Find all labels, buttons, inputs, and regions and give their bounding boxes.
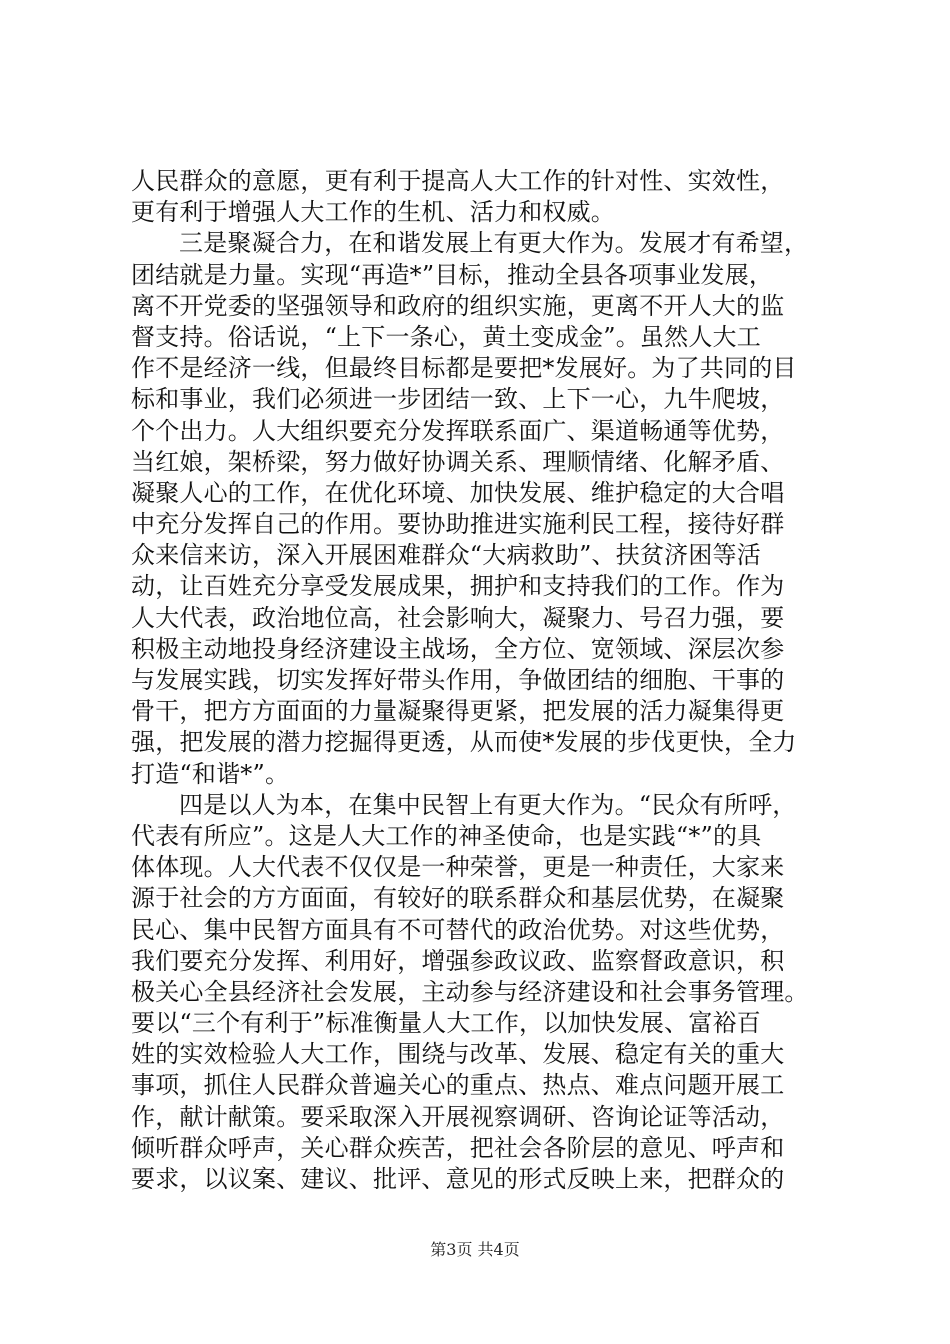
text-line: 离不开党委的坚强领导和政府的组织实施，更离不开人大的监 (131, 291, 785, 320)
text-line: 当红娘，架桥梁，努力做好协调关系、理顺情绪、化解矛盾、 (131, 447, 785, 476)
text-line: 更有利于增强人大工作的生机、活力和权威。 (131, 198, 615, 227)
text-line: 中充分发挥自己的作用。要协助推进实施利民工程，接待好群 (131, 510, 785, 539)
text-line: 人民群众的意愿，更有利于提高人大工作的针对性、实效性， (131, 167, 785, 195)
text-line: 凝聚人心的工作，在优化环境、加快发展、维护稳定的大合唱 (131, 478, 785, 507)
text-line: 姓的实效检验人大工作，围绕与改革、发展、稳定有关的重大 (131, 1040, 785, 1069)
paragraph-start-line: 四是以人为本，在集中民智上有更大作为。“民众有所呼， (179, 790, 797, 819)
text-line: 体体现。人大代表不仅仅是一种荣誉，更是一种责任，大家来 (131, 853, 785, 882)
text-line: 代表有所应”。这是人大工作的神圣使命，也是实践“*”的具 (131, 821, 762, 850)
text-line: 个个出力。人大组织要充分发挥联系面广、渠道畅通等优势， (131, 416, 785, 445)
text-line: 众来信来访，深入开展困难群众“大病救助”、扶贫济困等活 (131, 541, 761, 570)
text-line: 标和事业，我们必须进一步团结一致、上下一心，九牛爬坡， (131, 385, 785, 414)
text-line: 人大代表，政治地位高，社会影响大，凝聚力、号召力强，要 (131, 603, 785, 632)
text-line: 源于社会的方方面面，有较好的联系群众和基层优势，在凝聚 (131, 884, 785, 913)
text-line: 民心、集中民智方面具有不可替代的政治优势。对这些优势， (131, 915, 785, 944)
text-line: 作不是经济一线，但最终目标都是要把*发展好。为了共同的目 (131, 354, 797, 383)
text-line: 打造“和谐*”。 (131, 759, 290, 788)
text-line: 强，把发展的潜力挖掘得更透，从而使*发展的步伐更快，全力 (131, 728, 797, 757)
text-line: 极关心全县经济社会发展，主动参与经济建设和社会事务管理。 (131, 977, 809, 1006)
page-number-footer: 第3页 共4页 (430, 1240, 520, 1259)
text-line: 与发展实践，切实发挥好带头作用，争做团结的细胞、干事的 (131, 666, 785, 694)
text-line: 我们要充分发挥、利用好，增强参政议政、监察督政意识，积 (131, 946, 785, 975)
text-line: 动，让百姓充分享受发展成果，拥护和支持我们的工作。作为 (131, 572, 785, 601)
text-line: 积极主动地投身经济建设主战场，全方位、宽领域、深层次参 (131, 634, 785, 663)
text-line: 作，献计献策。要采取深入开展视察调研、咨询论证等活动， (131, 1102, 785, 1131)
text-line: 要以“三个有利于”标准衡量人大工作，以加快发展、富裕百 (131, 1009, 761, 1038)
text-line: 团结就是力量。实现“再造*”目标，推动全县各项事业发展， (131, 260, 774, 289)
text-line: 要求，以议案、建议、批评、意见的形式反映上来，把群众的 (131, 1165, 785, 1193)
text-line: 骨干，把方方面面的力量凝聚得更紧，把发展的活力凝集得更 (131, 697, 785, 726)
text-line: 倾听群众呼声，关心群众疾苦，把社会各阶层的意见、呼声和 (131, 1133, 785, 1162)
paragraph-start-line: 三是聚凝合力，在和谐发展上有更大作为。发展才有希望， (179, 229, 809, 258)
body-text (131, 166, 831, 1195)
text-line: 督支持。俗话说，“上下一条心，黄土变成金”。虽然人大工 (131, 322, 761, 351)
text-line: 事项，抓住人民群众普遍关心的重点、热点、难点问题开展工 (131, 1071, 785, 1100)
